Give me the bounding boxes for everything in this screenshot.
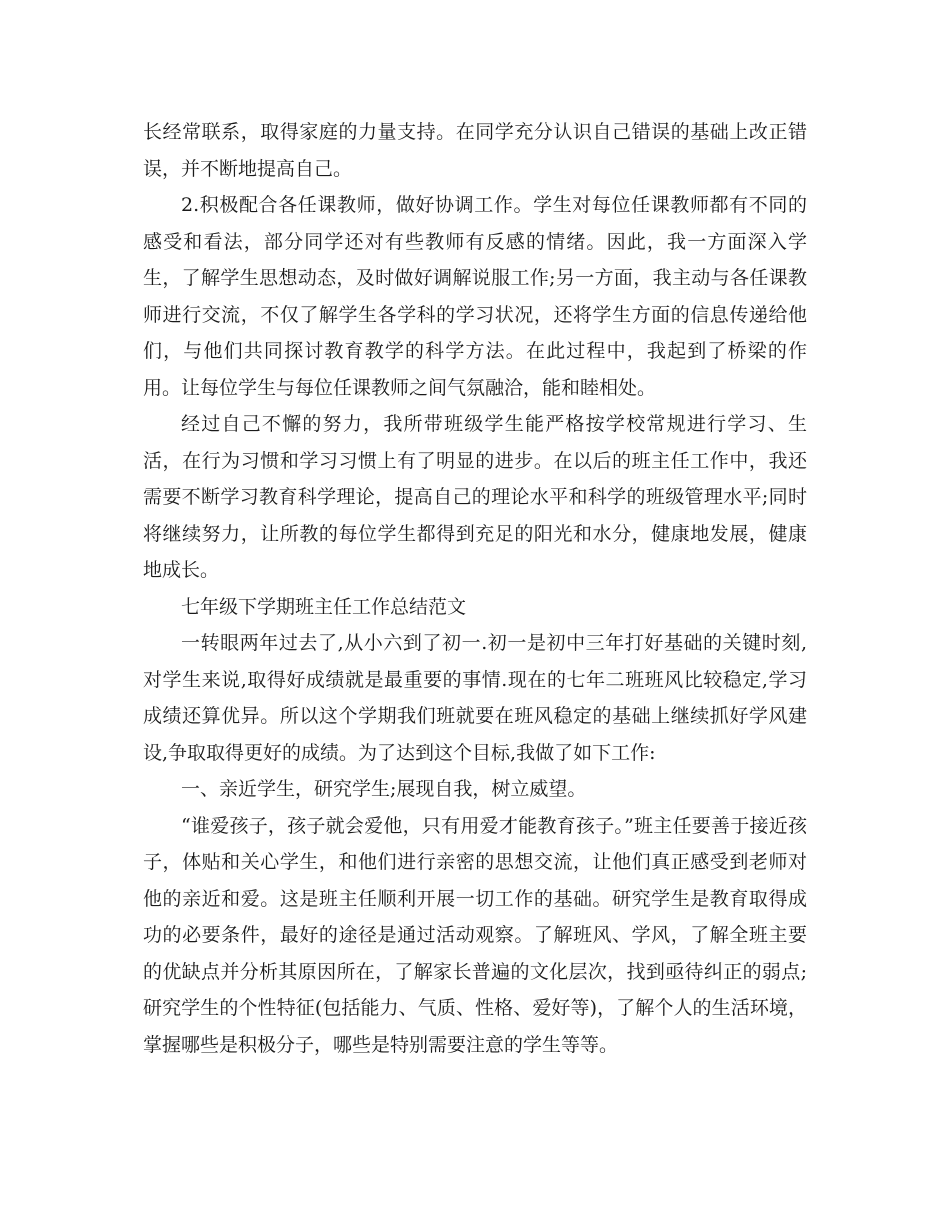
- paragraph-3: 经过自己不懈的努力，我所带班级学生能严格按学校常规进行学习、生活，在行为习惯和学习习惯上有了明显的进步。在以后的班主任工作中，我还需要不断学习教育科学理论，提高自己的理论水平和科学的班级管理水平;同时将继续努力，让所教的每位学生都得到充足的阳光和水分，健康地发展，健康地成长。: [143, 413, 807, 581]
- section-title: 七年级下学期班主任工作总结范文: [181, 595, 467, 618]
- paragraph-7: “谁爱孩子，孩子就会爱他，只有用爱才能教育孩子。”班主任要善于接近孩子，体贴和关心学生，和他们进行亲密的思想交流，让他们真正感受到老师对他的亲近和爱。这是班主任顺利开展一切工作的基础。研究学生是教育取得成功的必要条件，最好的途径是通过活动观察。了解班风、学风，了解全班主要的优缺点并分析其原因所在，了解家长普遍的文化层次，找到亟待纠正的弱点;研究学生的个性特征(包括能力、气质、性格、爱好等)，了解个人的生活环境，掌握哪些是积极分子，哪些是特别需要注意的学生等等。: [143, 814, 807, 1056]
- paragraph-1: 长经常联系，取得家庭的力量支持。在同学充分认识自己错误的基础上改正错误，并不断地提高自己。: [143, 121, 807, 180]
- paragraph-5: 一转眼两年过去了,从小六到了初一.初一是初中三年打好基础的关键时刻,对学生来说,取得好成绩就是最重要的事情.现在的七年二班班风比较稳定,学习成绩还算优异。所以这个学期我们班就要在班风稳定的基础上继续抓好学风建设,争取取得更好的成绩。为了达到这个目标,我做了如下工作:: [143, 632, 807, 764]
- paragraph-2: 2.积极配合各任课教师，做好协调工作。学生对每位任课教师都有不同的感受和看法，部分同学还对有些教师有反感的情绪。因此，我一方面深入学生，了解学生思想动态，及时做好调解说服工作;另一方面，我主动与各任课教师进行交流，不仅了解学生各学科的学习状况，还将学生方面的信息传递给他们，与他们共同探讨教育教学的科学方法。在此过程中，我起到了桥梁的作用。让每位学生与每位任课教师之间气氛融洽，能和睦相处。: [143, 194, 807, 399]
- section-heading-1: 一、亲近学生，研究学生;展现自我，树立威望。: [181, 778, 587, 800]
- document-body: [143, 114, 807, 1063]
